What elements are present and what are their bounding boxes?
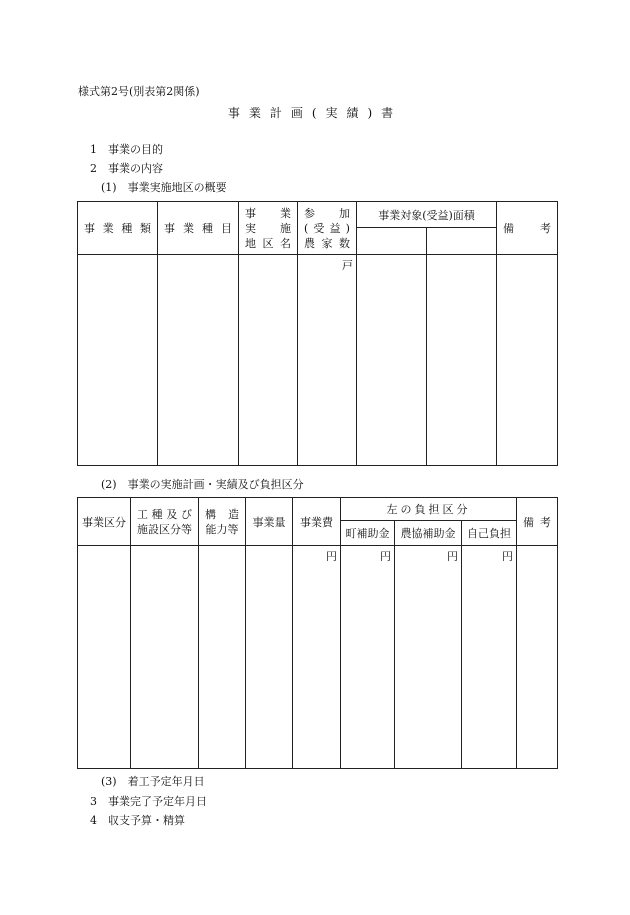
subsection-1-area-overview: (1) 事業実施地区の概要	[101, 181, 227, 194]
header-sanka-nouka: 参 加 ( 受 益 ) 農 家 数	[298, 202, 357, 255]
header-jiko-futan: 自己負担	[462, 521, 517, 546]
form-number: 様式第2号(別表第2関係)	[78, 85, 200, 98]
body-cell	[427, 255, 497, 466]
body-cell	[246, 546, 293, 769]
header-jigyo-shumoku: 事 業 種 目	[158, 202, 239, 255]
header-chiku-mei: 事 業 実 施 地 区 名	[239, 202, 298, 255]
header-kozo: 構 造 能力等	[199, 498, 246, 546]
plan-burden-table	[77, 497, 558, 769]
menseki-sub-2	[427, 228, 497, 255]
unit-en-machi: 円	[341, 546, 395, 769]
subsection-3-start-date: (3) 着工予定年月日	[101, 775, 205, 788]
header-biko: 備 考	[517, 498, 558, 546]
body-cell	[357, 255, 427, 466]
header-koshu: 工 種 及 び 施設区分等	[131, 498, 199, 546]
unit-en-nokyo: 円	[395, 546, 462, 769]
header-jigyo-kubun: 事業区分	[78, 498, 131, 546]
header-jigyo-ryo: 事業量	[246, 498, 293, 546]
header-biko: 備 考	[497, 202, 558, 255]
section-1-purpose: 1 事業の目的	[90, 143, 163, 156]
header-machi-hojokin: 町補助金	[341, 521, 395, 546]
header-jigyo-hi: 事業費	[293, 498, 341, 546]
area-overview-table	[77, 201, 558, 466]
body-cell	[497, 255, 558, 466]
section-2-content: 2 事業の内容	[90, 162, 163, 175]
header-futan-kubun: 左の負担区分	[341, 498, 517, 521]
body-cell	[78, 255, 158, 466]
body-cell	[199, 546, 246, 769]
unit-en-jiko: 円	[462, 546, 517, 769]
header-nokyo-hojokin: 農協補助金	[395, 521, 462, 546]
body-cell	[158, 255, 239, 466]
body-cell	[239, 255, 298, 466]
menseki-sub-1	[357, 228, 427, 255]
subsection-2-plan-burden: (2) 事業の実施計画・実績及び負担区分	[101, 478, 304, 491]
section-3-completion-date: 3 事業完了予定年月日	[90, 795, 207, 808]
header-jigyo-shurui: 事 業 種 類	[78, 202, 158, 255]
unit-en-jigyohi: 円	[293, 546, 341, 769]
section-4-budget: 4 収支予算・精算	[90, 814, 185, 827]
unit-ko: 戸	[298, 255, 357, 466]
document-title: 事業計画(実績)書	[227, 106, 403, 120]
body-cell	[517, 546, 558, 769]
body-cell	[78, 546, 131, 769]
header-menseki: 事業対象(受益)面積	[357, 202, 497, 228]
body-cell	[131, 546, 199, 769]
